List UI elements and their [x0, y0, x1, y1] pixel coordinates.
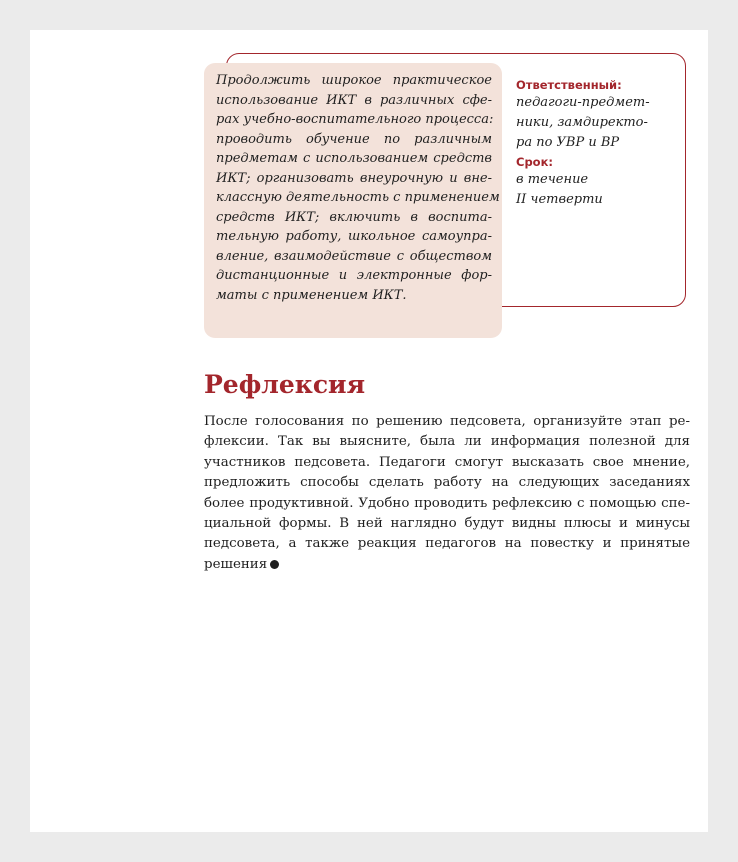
task-line: средств ИКТ; включить в воспита-	[216, 209, 492, 225]
body-line: предложить способы сделать работу на следующих заседаниях	[204, 475, 690, 491]
task-line: Продолжить широкое практическое	[216, 73, 492, 88]
deadline-label: Срок:	[516, 155, 553, 169]
body-line: участников педсовета. Педагоги смогут высказать свое мнение,	[204, 454, 690, 470]
task-line: вление, взаимодействие с обществом	[216, 248, 492, 264]
body-line: После голосования по решению педсовета, организуйте этап ре-	[204, 414, 690, 429]
deadline-line: II четверти	[516, 192, 603, 207]
responsible-value	[516, 93, 681, 153]
body-line: решения	[204, 556, 268, 572]
body-line-last	[204, 555, 690, 575]
body-line: флексии. Так вы выясните, была ли информация полезной для	[204, 434, 690, 450]
task-description-box	[204, 63, 502, 338]
task-description	[216, 71, 500, 305]
body-line: педсовета, а также реакция педагогов на повестку и принятые	[204, 536, 690, 552]
task-line: рах учебно-воспитательного процесса:	[216, 112, 494, 127]
section-body	[204, 412, 690, 575]
deadline-value	[516, 170, 681, 210]
body-line: более продуктивной. Удобно проводить рефлексию с помощью спе-	[204, 495, 690, 511]
section-heading: Рефлексия	[204, 370, 366, 399]
task-line: предметам с использованием средств	[216, 151, 492, 166]
responsible-line: ники, замдиректо-	[516, 115, 648, 130]
responsible-line: ра по УВР и ВР	[516, 135, 620, 150]
deadline-line: в течение	[516, 172, 589, 187]
task-line: дистанционные и электронные фор-	[216, 268, 492, 283]
body-line: циальной формы. В ней наглядно будут видны плюсы и минусы	[204, 516, 690, 532]
responsible-label: Ответственный:	[516, 78, 622, 92]
task-line: проводить обучение по различным	[216, 131, 492, 147]
task-line: использование ИКТ в различных сфе-	[216, 92, 492, 108]
task-line: ИКТ; организовать внеурочную и вне-	[216, 170, 492, 186]
task-line: классную деятельность с применением	[216, 190, 500, 205]
task-line: тельную работу, школьное самоупра-	[216, 229, 492, 244]
document-page	[30, 30, 708, 832]
responsible-line: педагоги-предмет-	[516, 95, 650, 110]
task-meta	[516, 77, 681, 211]
task-line: маты с применением ИКТ.	[216, 287, 407, 303]
end-of-article-bullet-icon	[270, 560, 279, 569]
